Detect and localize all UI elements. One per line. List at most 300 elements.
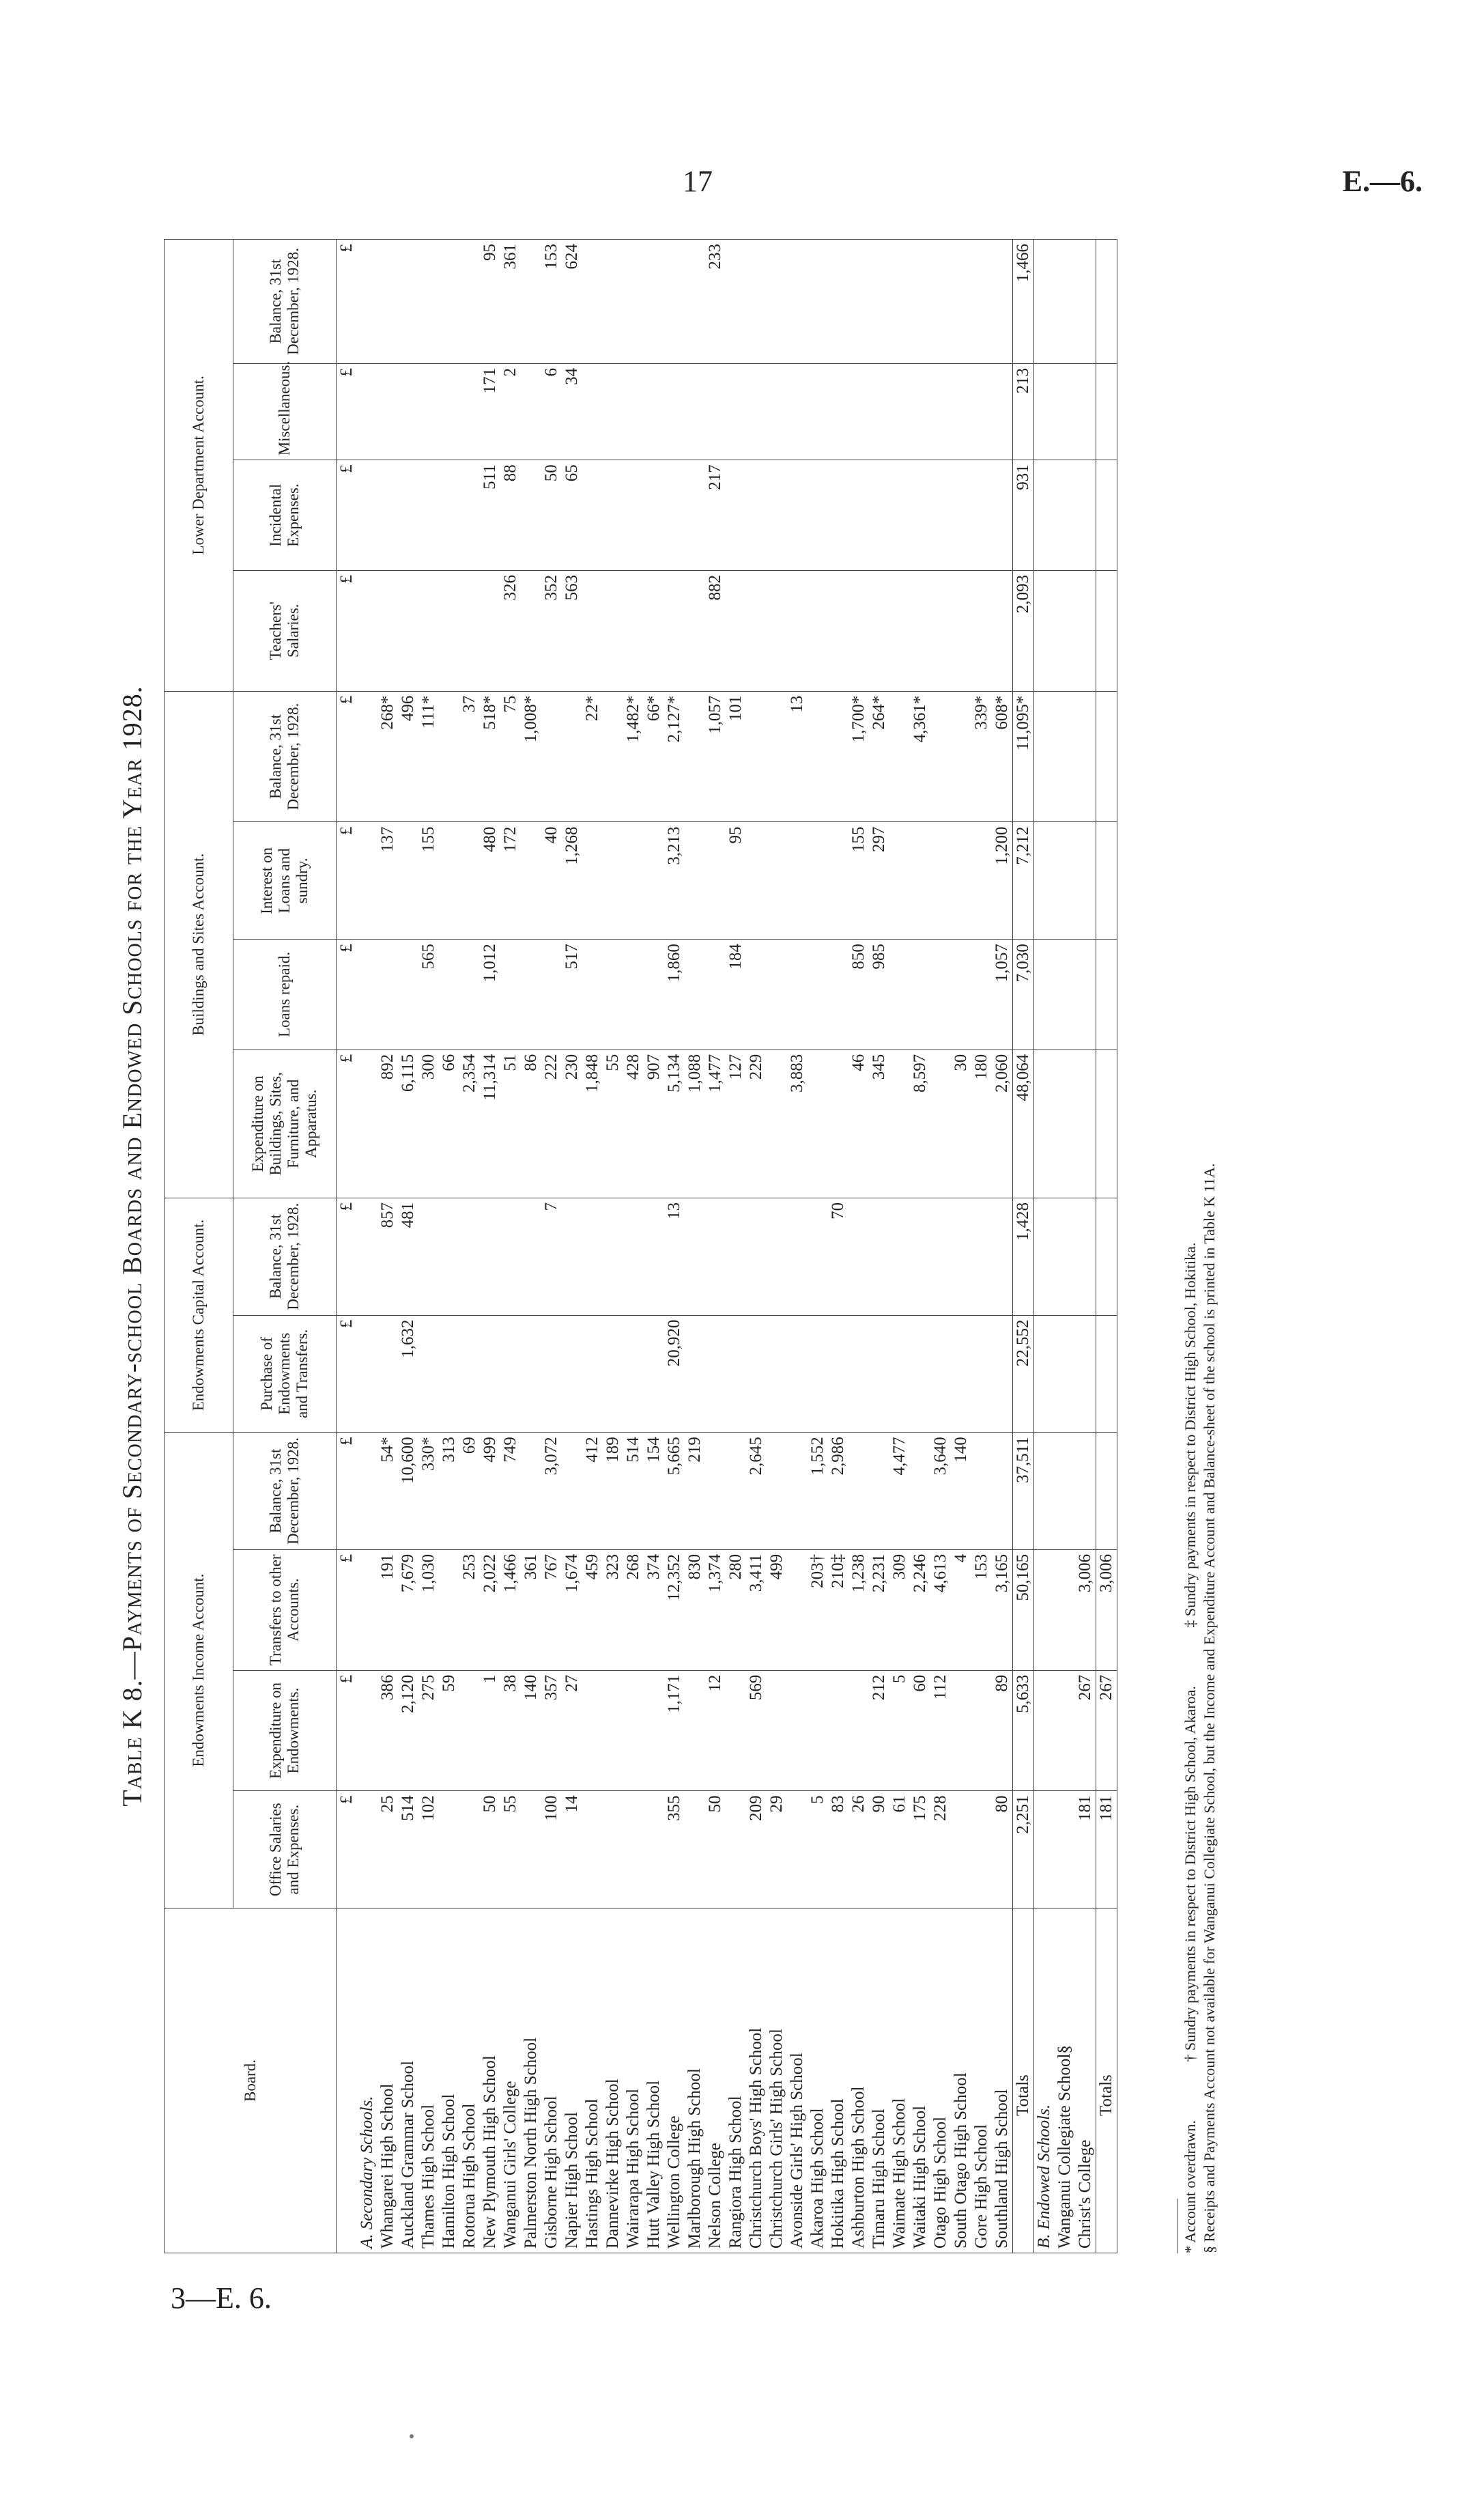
table-cell: 517 [562,940,582,1050]
table-cell [685,570,705,691]
board-header: Board. [165,1909,337,2253]
unit-label: £ [337,940,358,1050]
table-cell [930,691,951,822]
table-cell: 175 [910,1791,930,1909]
table-cell: 80 [992,1791,1013,1909]
table-cell [357,691,377,822]
table-cell [808,240,828,364]
table-cell [439,1315,459,1433]
table-cell: 339* [971,691,992,822]
table-cell: 95 [480,240,500,364]
table-cell [459,1791,480,1909]
table-cell: 569 [746,1670,767,1791]
table-cell [1075,363,1096,460]
table-cell: 60 [910,1670,930,1791]
table-cell [787,1670,808,1791]
board-name [337,1909,358,2253]
table-cell [603,1198,623,1315]
table-cell [828,460,848,571]
table-cell [644,460,664,571]
table-cell [971,240,992,364]
column-header: Expenditure on Endowments. [233,1670,337,1791]
board-name: Dannevirke High School [603,1909,623,2253]
table-cell: 3,411 [746,1549,767,1670]
table-cell: 518* [480,691,500,822]
table-cell [644,570,664,691]
table-cell [767,570,787,691]
table-cell [685,1198,705,1315]
table-cell [787,1315,808,1433]
table-cell [726,1198,746,1315]
table-cell: 1,057 [992,940,1013,1050]
table-cell: 268 [623,1549,644,1670]
column-header: Interest on Loans and sundry. [233,822,337,940]
table-row [664,240,685,2253]
table-cell [828,1670,848,1791]
table-cell: 11,314 [480,1050,500,1198]
table-cell [521,1198,541,1315]
table-cell [644,240,664,364]
table-cell [787,363,808,460]
table-cell: 66* [644,691,664,822]
board-name: Christ's College [1075,1909,1096,2253]
table-cell [746,1315,767,1433]
column-header: Balance, 31st December, 1928. [233,1198,337,1315]
table-cell [787,460,808,571]
table-cell [1055,1549,1075,1670]
table-cell [1034,460,1055,571]
table-cell: 892 [377,1050,398,1198]
table-cell [746,1198,767,1315]
column-header: Expenditure on Buildings, Sites, Furniture, and Apparatus. [233,1050,337,1198]
table-cell [1096,240,1117,364]
table-cell: 2,120 [398,1670,418,1791]
table-cell [357,363,377,460]
table-cell: 4,361* [910,691,930,822]
table-cell [1055,570,1075,691]
table-cell [705,363,726,460]
table-cell: 50 [480,1791,500,1909]
table-cell [603,240,623,364]
table-cell [787,1549,808,1670]
table-cell [971,1433,992,1550]
table-cell [562,1315,582,1433]
footnote-overdrawn: * Account overdrawn. [1182,2120,1199,2253]
table-cell: 59 [439,1670,459,1791]
table-cell: 1,632 [398,1315,418,1433]
board-name: Christchurch Boys' High School [746,1909,767,2253]
table-cell: 172 [500,822,521,940]
table-cell [582,822,603,940]
table-cell [1096,940,1117,1050]
table-row [808,240,828,2253]
table-cell: 850 [848,940,869,1050]
table-cell: 1,428 [1013,1198,1034,1315]
table-cell [1055,691,1075,822]
table-cell: 267 [1075,1670,1096,1791]
table-cell [787,822,808,940]
table-cell [951,460,971,571]
table-cell: 153 [541,240,562,364]
board-name: Thames High School [418,1909,439,2253]
table-cell [357,1670,377,1791]
table-cell [951,822,971,940]
table-cell [1055,1433,1075,1550]
table-row [930,240,951,2253]
table-row [1055,240,1075,2253]
table-cell: 209 [746,1791,767,1909]
table-cell: 102 [418,1791,439,1909]
table-cell: 511 [480,460,500,571]
board-name: B. Endowed Schools. [1034,1909,1055,2253]
table-cell: 89 [992,1670,1013,1791]
table-cell: 361 [521,1549,541,1670]
table-cell: 985 [869,940,889,1050]
table-cell: 90 [869,1791,889,1909]
table-cell: 2,060 [992,1050,1013,1198]
table-cell [439,940,459,1050]
table-cell [623,363,644,460]
table-cell: 3,640 [930,1433,951,1550]
table-cell: 219 [685,1433,705,1550]
table-row [971,240,992,2253]
table-row [418,240,439,2253]
table-cell [951,570,971,691]
board-name: Hokitika High School [828,1909,848,2253]
table-cell: 428 [623,1050,644,1198]
table-cell: 514 [398,1791,418,1909]
table-cell: 20,920 [664,1315,685,1433]
table-cell: 1,700* [848,691,869,822]
table-cell [992,1433,1013,1550]
table-cell [439,691,459,822]
table-cell [746,822,767,940]
table-row [521,240,541,2253]
table-cell [357,240,377,364]
table-cell [439,1198,459,1315]
table-cell: 3,006 [1075,1549,1096,1670]
table-cell: 5,633 [1013,1670,1034,1791]
table-cell: 352 [541,570,562,691]
table-cell: 1,374 [705,1549,726,1670]
table-cell [889,240,910,364]
table-cell: 13 [664,1198,685,1315]
table-cell: 2,231 [869,1549,889,1670]
table-cell: 357 [541,1670,562,1791]
table-cell [930,363,951,460]
table-cell: 5,665 [664,1433,685,1550]
table-cell: 100 [541,1791,562,1909]
table-row [644,240,664,2253]
table-cell [664,570,685,691]
table-cell: 323 [603,1549,623,1670]
column-header: Incidental Expenses. [233,460,337,571]
table-cell [726,1433,746,1550]
table-cell: 300 [418,1050,439,1198]
table-cell [1096,691,1117,822]
board-name: Nelson College [705,1909,726,2253]
board-name: Wellington College [664,1909,685,2253]
table-cell [398,940,418,1050]
table-cell: 30 [951,1050,971,1198]
table-cell: 140 [521,1670,541,1791]
table-cell: 12 [705,1670,726,1791]
table-cell: 5 [808,1791,828,1909]
table-cell [439,460,459,571]
table-cell: 3,006 [1096,1549,1117,1670]
table-cell [787,940,808,1050]
table-cell [808,940,828,1050]
table-cell: 65 [562,460,582,571]
table-cell: 111* [418,691,439,822]
table-cell [582,1670,603,1791]
table-cell [357,940,377,1050]
table-cell: 25 [377,1791,398,1909]
table-cell [644,1315,664,1433]
table-cell [746,363,767,460]
table-cell [705,1433,726,1550]
rotated-table-area [116,239,1276,2253]
table-cell [828,822,848,940]
table-cell [889,1050,910,1198]
table-cell [623,940,644,1050]
table-cell [808,1050,828,1198]
unit-label: £ [337,1198,358,1315]
table-cell [726,363,746,460]
table-cell [746,570,767,691]
table-cell [1034,1315,1055,1433]
table-cell [869,363,889,460]
table-cell: 22,552 [1013,1315,1034,1433]
table-cell [910,570,930,691]
table-cell [1055,1670,1075,1791]
table-cell [1096,570,1117,691]
table-cell [951,691,971,822]
table-row [889,240,910,2253]
table-cell [1096,460,1117,571]
table-cell [889,460,910,571]
table-cell: 309 [889,1549,910,1670]
table-cell: 361 [500,240,521,364]
table-cell [930,460,951,571]
table-cell: 6,115 [398,1050,418,1198]
document-code: E.—6. [1342,165,1423,198]
table-title: Table K 8.—Payments of Secondary-school Boards and Endowed Schools for the Year 1928. [117,686,147,1807]
table-cell [889,363,910,460]
table-cell: 5,134 [664,1050,685,1198]
table-cell [377,460,398,571]
table-cell: 230 [562,1050,582,1198]
table-cell [1055,1050,1075,1198]
table-row [562,240,582,2253]
table-cell [582,1198,603,1315]
table-cell [439,240,459,364]
table-cell: 4,477 [889,1433,910,1550]
board-name: Marlborough High School [685,1909,705,2253]
table-cell [521,460,541,571]
board-name: Hastings High School [582,1909,603,2253]
table-cell: 1,674 [562,1549,582,1670]
table-cell [930,1198,951,1315]
table-cell [357,822,377,940]
unit-label: £ [337,460,358,571]
table-cell [459,460,480,571]
table-cell [562,1198,582,1315]
table-cell [1075,1315,1096,1433]
table-cell: 1,238 [848,1549,869,1670]
table-cell: 55 [500,1791,521,1909]
table-cell [767,1198,787,1315]
table-cell [582,940,603,1050]
table-cell [869,1198,889,1315]
footnotes [1178,239,1219,2253]
group-lower-department: Lower Department Account. [165,240,233,692]
table-cell [521,1315,541,1433]
table-cell: 3,213 [664,822,685,940]
table-cell [623,460,644,571]
table-cell [787,240,808,364]
table-cell: 10,600 [398,1433,418,1550]
table-cell [1096,1433,1117,1550]
table-cell [582,1315,603,1433]
table-cell [910,1433,930,1550]
table-cell: 624 [562,240,582,364]
table-cell: 326 [500,570,521,691]
table-cell: 3,072 [541,1433,562,1550]
table-row [746,240,767,2253]
unit-label: £ [337,570,358,691]
table-cell: 50 [705,1791,726,1909]
table-cell [1075,940,1096,1050]
table-cell [603,822,623,940]
table-cell: 222 [541,1050,562,1198]
table-cell [1075,570,1096,691]
table-cell: 2,251 [1013,1791,1034,1909]
table-row [480,240,500,2253]
table-cell [357,1198,377,1315]
table-cell: 5 [889,1670,910,1791]
table-cell [992,460,1013,571]
table-cell [459,363,480,460]
column-header: Balance, 31st December, 1928. [233,691,337,822]
table-cell [1075,691,1096,822]
table-cell [869,240,889,364]
table-row [603,240,623,2253]
table-cell [459,1198,480,1315]
table-cell: 203† [808,1549,828,1670]
table-cell [930,1315,951,1433]
table-cell [910,940,930,1050]
table-cell: 191 [377,1549,398,1670]
table-cell [808,822,828,940]
table-cell: 83 [828,1791,848,1909]
table-cell [521,940,541,1050]
table-cell: 69 [459,1433,480,1550]
table-cell [603,1670,623,1791]
table-cell: 61 [889,1791,910,1909]
table-cell: 514 [623,1433,644,1550]
table-cell: 51 [500,1050,521,1198]
table-cell [623,822,644,940]
table-cell: 2,986 [828,1433,848,1550]
board-name: Wanganui Girls' College [500,1909,521,2253]
board-name: Wairarapa High School [623,1909,644,2253]
table-cell [1034,240,1055,364]
column-header: Transfers to other Accounts. [233,1549,337,1670]
table-cell [1075,1050,1096,1198]
table-row [377,240,398,2253]
table-cell [971,940,992,1050]
table-cell [767,1050,787,1198]
table-cell [603,570,623,691]
table-cell [562,691,582,822]
table-cell: 1,860 [664,940,685,1050]
table-cell [377,240,398,364]
table-cell: 280 [726,1549,746,1670]
table-cell [582,240,603,364]
ink-speck [410,2434,414,2438]
table-cell [746,240,767,364]
table-cell [930,1050,951,1198]
table-cell [889,822,910,940]
table-cell [1055,1791,1075,1909]
table-cell [930,240,951,364]
table-cell [848,570,869,691]
column-header: Teachers' Salaries. [233,570,337,691]
table-cell [623,240,644,364]
table-cell: 565 [418,940,439,1050]
table-cell [418,570,439,691]
table-cell [889,1315,910,1433]
table-cell [459,940,480,1050]
table-cell [767,1315,787,1433]
page-number: 17 [683,165,713,198]
table-cell [480,570,500,691]
table-cell: 217 [705,460,726,571]
table-cell [459,822,480,940]
table-cell [1075,1198,1096,1315]
table-cell: 153 [971,1549,992,1670]
table-cell [705,1315,726,1433]
table-cell [1034,1433,1055,1550]
sheet-code: 3—E. 6. [171,2281,272,2315]
table-cell [685,1315,705,1433]
table-cell: 189 [603,1433,623,1550]
table-cell [685,363,705,460]
table-cell: 1,057 [705,691,726,822]
table-cell: 37,511 [1013,1433,1034,1550]
table-cell: 1,466 [500,1549,521,1670]
board-name: Auckland Grammar School [398,1909,418,2253]
table-row [787,240,808,2253]
table-cell [971,460,992,571]
table-cell: 95 [726,822,746,940]
table-cell: 355 [664,1791,685,1909]
totals-row [1013,240,1034,2253]
table-cell: 345 [869,1050,889,1198]
table-cell: 499 [767,1549,787,1670]
table-cell [910,460,930,571]
table-cell [889,1198,910,1315]
table-cell [746,691,767,822]
table-cell [808,1198,828,1315]
table-cell: 40 [541,822,562,940]
board-name: Southland High School [992,1909,1013,2253]
board-name: Totals [1013,1909,1034,2253]
table-cell [992,1315,1013,1433]
table-cell [459,570,480,691]
table-cell: 210‡ [828,1549,848,1670]
